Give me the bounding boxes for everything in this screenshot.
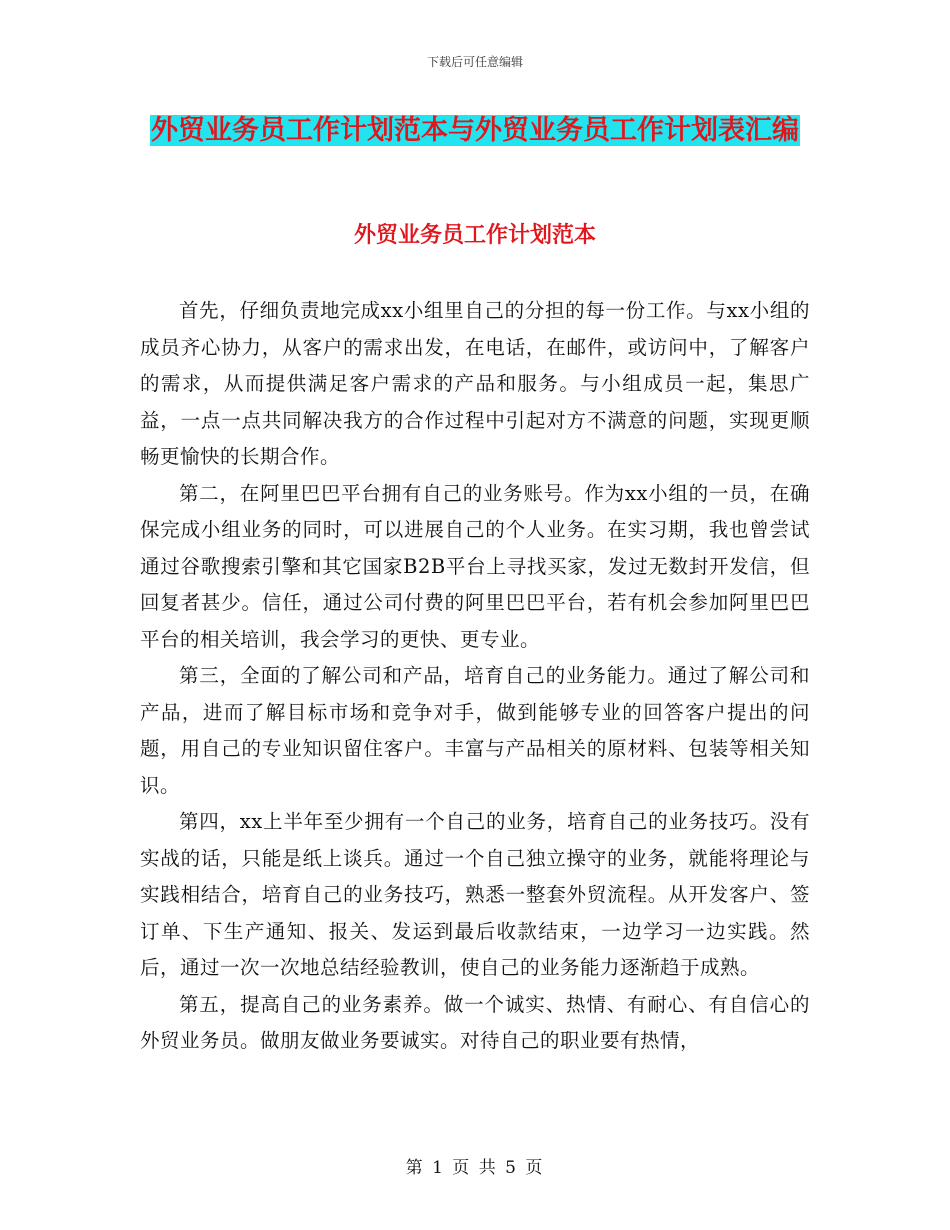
paragraph-3: 第三，全面的了解公司和产品，培育自己的业务能力。通过了解公司和产品，进而了解目标市场和竞争对手，做到能够专业的回答客户提出的问题，用自己的专业知识留住客户。丰富与产品相关的原材料、包装等相关知识。 — [140, 664, 810, 797]
paragraph-1: 首先，仔细负责地完成xx小组里自己的分担的每一份工作。与xx小组的成员齐心协力，从客户的需求出发，在电话，在邮件，或访问中，了解客户的需求，从而提供满足客户需求的产品和服务。与小组成员一起，集思广益，一点一点共同解决我方的合作过程中引起对方不满意的问题，实现更顺畅更愉快的长期合作。 — [140, 299, 810, 468]
header-note: 下载后可任意编辑 — [426, 55, 523, 69]
paragraph-2: 第二，在阿里巴巴平台拥有自己的业务账号。作为xx小组的一员，在确保完成小组业务的同时，可以进展自己的个人业务。在实习期，我也曾尝试通过谷歌搜索引擎和其它国家B2B平台上寻找买家，发过无数封开发信，但回复者甚少。信任，通过公司付费的阿里巴巴平台，若有机会参加阿里巴巴平台的相关培训，我会学习的更快、更专业。 — [140, 481, 810, 651]
paragraph-4: 第四，xx上半年至少拥有一个自己的业务，培育自己的业务技巧。没有实战的话，只能是纸上谈兵。通过一个自己独立操守的业务，就能将理论与实践相结合，培育自己的业务技巧，熟悉一整套外贸流程。从开发客户、签订单、下生产通知、报关、发运到最后收款结束，一边学习一边实践。然后，通过一次一次地总结经验教训，使自己的业务能力逐渐趋于成熟。 — [140, 810, 810, 979]
section-title: 外贸业务员工作计划范本 — [353, 223, 596, 248]
body-text — [140, 293, 810, 1060]
paragraph-5: 第五，提高自己的业务素养。做一个诚实、热情、有耐心、有自信心的外贸业务员。做朋友做业务要诚实。对待自己的职业要有热情， — [140, 992, 810, 1052]
page-footer: 第 1 页 共 5 页 — [405, 1158, 545, 1178]
title-highlight: 外贸业务员工作计划范本与外贸业务员工作计划表汇编 — [151, 115, 799, 146]
document-title — [140, 108, 810, 154]
